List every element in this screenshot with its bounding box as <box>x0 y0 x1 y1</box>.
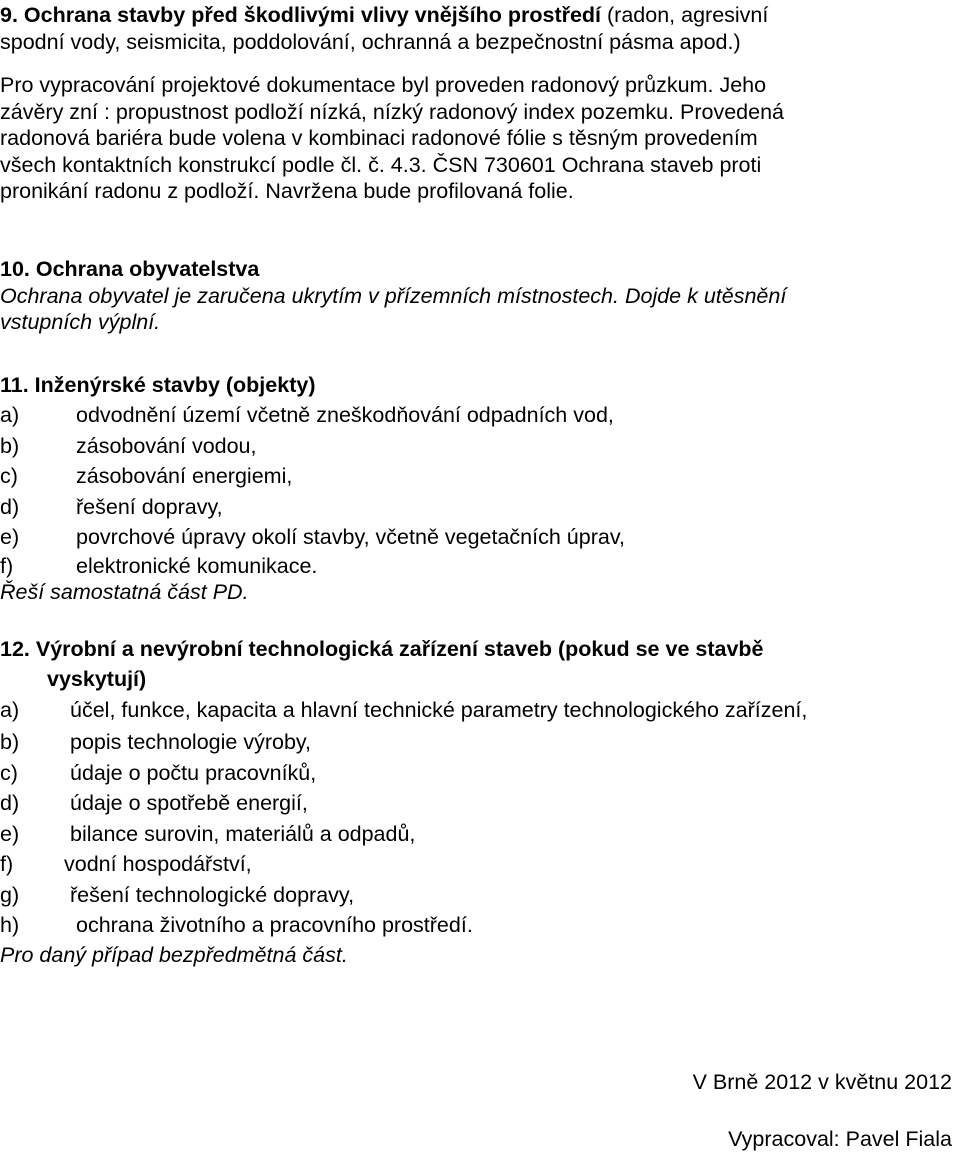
list-text: povrchové úpravy okolí stavby, včetně vegetačních úprav, <box>76 525 625 549</box>
list-item <box>0 727 958 758</box>
list-text: zásobování energiemi, <box>76 464 293 488</box>
list-text: zásobování vodou, <box>76 433 257 458</box>
section-12-note: Pro daný případ bezpředmětná část. <box>0 942 348 967</box>
list-item <box>0 910 958 941</box>
section-9-title-rest: (radon, agresivní <box>601 3 769 27</box>
paragraph-line: pronikání radonu z podloží. Navržena bude profilovaná folie. <box>0 179 574 203</box>
list-item <box>0 522 958 553</box>
section-9-title-line-2: spodní vody, seismicita, poddolování, ochranná a bezpečnostní pásma apod.) <box>0 29 741 54</box>
section-12-title-line-2: vyskytují) <box>47 667 147 691</box>
section-11-title: 11. Inženýrské stavby (objekty) <box>0 373 316 397</box>
section-11 <box>0 370 958 605</box>
list-text: odvodnění území včetně zneškodňování odpadních vod, <box>76 403 614 427</box>
paragraph-line: Pro vypracování projektové dokumentace byl proveden radonový průzkum. Jeho <box>0 73 767 97</box>
list-marker: g) <box>0 882 20 907</box>
section-9 <box>0 2 958 55</box>
list-text: řešení dopravy, <box>76 494 223 519</box>
list-text: údaje o počtu pracovníků, <box>70 760 317 785</box>
list-text: ochrana životního a pracovního prostředí. <box>76 913 473 937</box>
list-item <box>0 693 958 727</box>
list-marker: d) <box>0 791 20 815</box>
list-item <box>0 849 958 880</box>
list-marker: f) <box>0 553 14 578</box>
section-9-body <box>0 72 958 205</box>
section-12 <box>0 633 958 969</box>
list-marker: e) <box>0 821 20 846</box>
list-item <box>0 492 958 523</box>
list-text: vodní hospodářství, <box>64 852 252 876</box>
section-12-title-line-1: 12. Výrobní a nevýrobní technologická zařízení staveb (pokud se ve stavbě <box>0 637 764 661</box>
list-marker: h) <box>0 913 20 937</box>
list-item <box>0 461 958 492</box>
list-item <box>0 431 958 462</box>
list-marker: f) <box>0 852 14 876</box>
section-9-title: 9. Ochrana stavby před škodlivými vlivy vnějšího prostředí <box>0 3 602 27</box>
paragraph-line: vstupních výplní. <box>0 310 161 334</box>
list-marker: a) <box>0 403 20 427</box>
paragraph-line: radonová bariéra bude volena v kombinaci radonové fólie s těsným provedením <box>0 126 758 150</box>
paragraph-line: všech kontaktních konstrukcí podle čl. č. 4.3. ČSN 730601 Ochrana staveb proti <box>0 152 762 177</box>
list-text: údaje o spotřebě energií, <box>70 791 308 815</box>
list-item <box>0 788 958 819</box>
list-marker: c) <box>0 464 18 488</box>
list-marker: b) <box>0 433 20 458</box>
author-signature: Vypracoval: Pavel Fiala <box>728 1127 952 1151</box>
section-10 <box>0 256 958 336</box>
list-text: bilance surovin, materiálů a odpadů, <box>70 821 416 846</box>
list-item <box>0 819 958 850</box>
list-marker: a) <box>0 698 20 722</box>
list-text: elektronické komunikace. <box>76 553 318 578</box>
list-marker: c) <box>0 760 18 785</box>
list-text: řešení technologické dopravy, <box>70 882 355 907</box>
section-10-title: 10. Ochrana obyvatelstva <box>0 257 260 281</box>
list-item <box>0 758 958 789</box>
list-item <box>0 400 958 431</box>
list-item <box>0 553 958 579</box>
list-marker: b) <box>0 730 20 754</box>
list-marker: e) <box>0 525 20 549</box>
list-item <box>0 880 958 911</box>
list-text: účel, funkce, kapacita a hlavní technické parametry technologického zařízení, <box>70 698 808 722</box>
paragraph-line: závěry zní : propustnost podloží nízká, nízký radonový index pozemku. Provedená <box>0 99 784 124</box>
list-marker: d) <box>0 494 20 519</box>
place-date: V Brně 2012 v květnu 2012 <box>692 1070 952 1094</box>
list-text: popis technologie výroby, <box>70 730 312 754</box>
paragraph-line: Ochrana obyvatel je zaručena ukrytím v přízemních místnostech. Dojde k utěsnění <box>0 283 787 308</box>
section-9-heading-line <box>0 2 958 29</box>
section-11-note: Řeší samostatná část PD. <box>0 579 249 604</box>
